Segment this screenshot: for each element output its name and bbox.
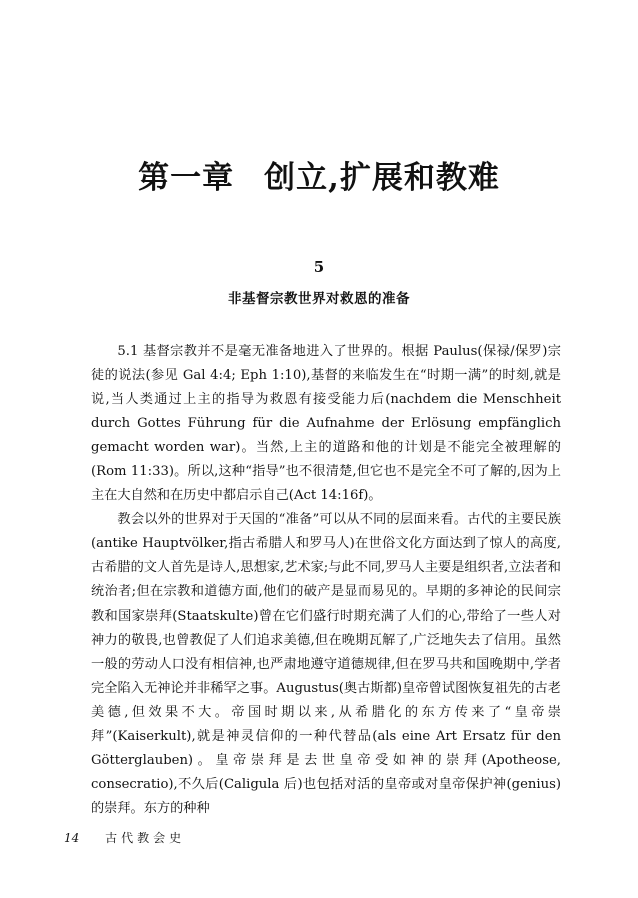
section-title: 非基督宗教世界对救恩的准备: [228, 291, 410, 307]
paragraph: 5.1 基督宗教并不是毫无准备地进入了世界的。根据 Paulus(保禄/保罗)宗徒的说法(参见 Gal 4:4; Eph 1:10),基督的来临发生在“时期一满”的时刻,就是说,当人类通过上主的指导为救恩有接受能力后(nachdem die Menschheit durch Gottes Führung für die Aufnahme der Erlösung empfänglich gemacht worden war)。当然,上主的道路和他的计划是不能完全被理解的(Rom 11:33)。所以,这种“指导”也不很清楚,但它也不是完全不可了解的,因为上主在大自然和在历史中都启示自己(Act 14:16f)。: [91, 344, 561, 504]
chapter-title: [0, 152, 638, 197]
paragraph: 教会以外的世界对于天国的“准备”可以从不同的层面来看。古代的主要民族(antike Hauptvölker,指古希腊人和罗马人)在世俗文化方面达到了惊人的高度,古希腊的文人首先是诗人,思想家,艺术家;与此不同,罗马人主要是组织者,立法者和统治者;但在宗教和道德方面,他们的破产是显而易见的。早期的多神论的民间宗教和国家崇拜(Staatskulte)曾在它们盛行时期充满了人们的心,带给了一些人对神力的敬畏,也曾教促了人们追求美德,但在晚期瓦解了,广泛地失去了信用。虽然一般的劳动人口没有相信神,也严肃地遵守道德规律,但在罗马共和国晚期中,学者完全陷入无神论并非稀罕之事。Augustus(奥古斯都)皇帝曾试图恢复祖先的古老美德,但效果不大。帝国时期以来,从希腊化的东方传来了“皇帝崇拜”(Kaiserkult),就是神灵信仰的一种代替品(als eine Art Ersatz für den Götterglauben)。皇帝崇拜是去世皇帝受如神的崇拜(Apotheose, consecratio),不久后(Caligula 后)也包括对活的皇帝或对皇帝保护神(genius)的崇拜。东方的种种: [91, 512, 561, 816]
section-number: 5: [313, 258, 325, 276]
chapter-title-text: 创立,扩展和教难: [264, 160, 500, 196]
chapter-number-label: 第一章: [138, 160, 235, 196]
page-number: 14: [64, 831, 80, 845]
body-text: [91, 340, 561, 821]
page-footer: [64, 829, 185, 846]
running-footer-title: 古代教会史: [105, 831, 186, 845]
